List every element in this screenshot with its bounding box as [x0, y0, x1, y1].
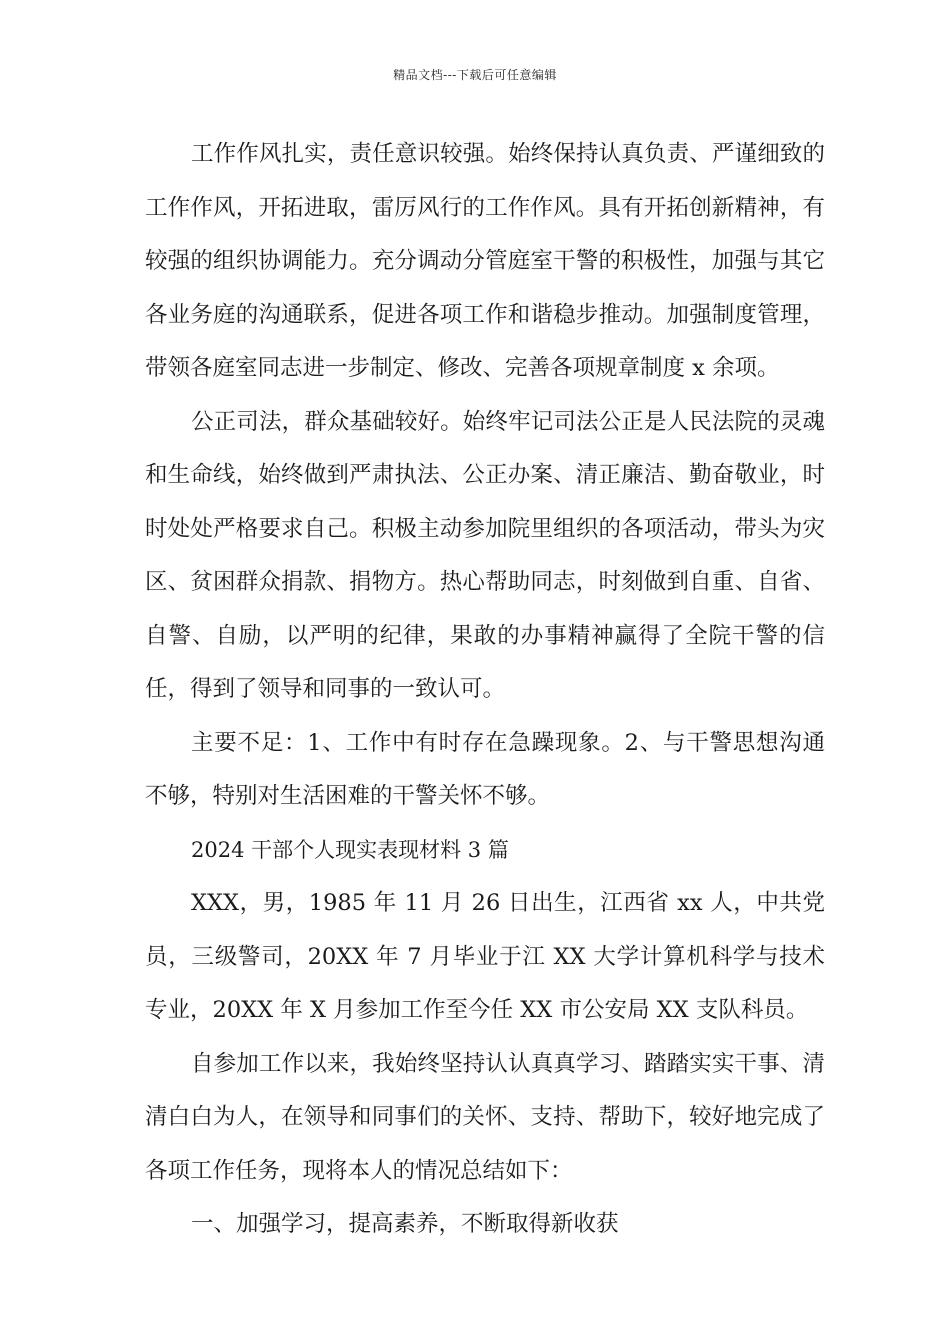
paragraph-profile: XXX，男，1985 年 11 月 26 日出生，江西省 xx 人，中共党员，三级警司，20XX 年 7 月毕业于江 XX 大学计算机科学与技术专业，20XX 年 X 月参加工作至今任 XX 市公安局 XX 支队科员。	[145, 890, 825, 1023]
subsection-heading: 一、加强学习，提高素养，不断取得新收获	[191, 1211, 619, 1237]
section-title: 2024 干部个人现实表现材料 3 篇	[191, 837, 509, 862]
paragraph-justice: 公正司法，群众基础较好。始终牢记司法公正是人民法院的灵魂和生命线，始终做到严肃执法、公正办案、清正廉洁、勤奋敬业，时时处处严格要求自己。积极主动参加院里组织的各项活动，带头为灾区、贫困群众捐款、捐物方。热心帮助同志，时刻做到自重、自省、自警、自励，以严明的纪律，果敢的办事精神赢得了全院干警的信任，得到了领导和同事的一致认可。	[145, 408, 825, 702]
page-header: 精品文档---下载后可任意编辑	[393, 68, 557, 82]
paragraph-shortcomings: 主要不足：1、工作中有时存在急躁现象。2、与干警思想沟通不够，特别对生活困难的干警关怀不够。	[145, 729, 825, 809]
paragraph-work-style: 工作作风扎实，责任意识较强。始终保持认真负责、严谨细致的工作作风，开拓进取，雷厉风行的工作作风。具有开拓创新精神，有较强的组织协调能力。充分调动分管庭室干警的积极性，加强与其它各业务庭的沟通联系，促进各项工作和谐稳步推动。加强制度管理，带领各庭室同志进一步制定、修改、完善各项规章制度 x 余项。	[145, 141, 825, 381]
paragraph-introduction: 自参加工作以来，我始终坚持认认真真学习、踏踏实实干事、清清白白为人，在领导和同事们的关怀、支持、帮助下，较好地完成了各项工作任务，现将本人的情况总结如下：	[145, 1050, 825, 1184]
document-body	[145, 128, 825, 1252]
